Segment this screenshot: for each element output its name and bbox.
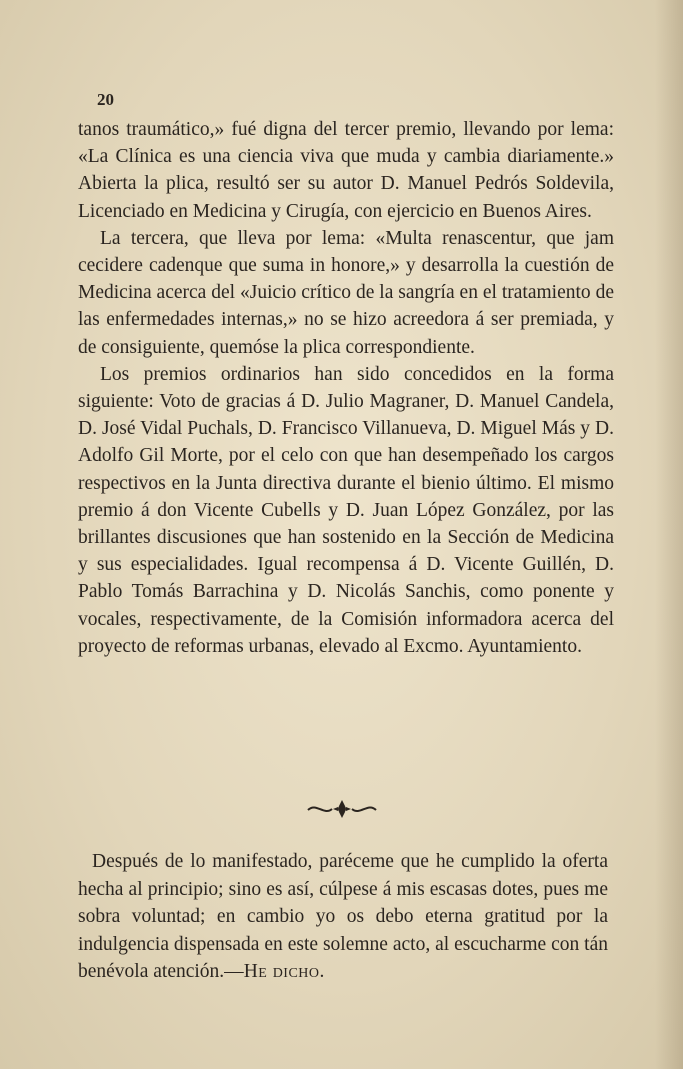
page-number: 20 [97,90,114,109]
closing-text: Después de lo manifestado, paréceme que he cumplido la oferta hecha al principio; sino es así, cúlpese á mis escasas dotes, pues me sobra voluntad; en cambio yo os debo eterna gratitud por la indulgencia dispensada en este solemne acto, al escucharme con tán benévola atención.— [78,851,608,982]
page-edge-shadow [655,0,683,1069]
closing-paragraph [78,848,608,986]
paragraph-ordinary-prizes: Los premios ordinarios han sido concedidos en la forma siguiente: Voto de gracias á D. Julio Magraner, D. Manuel Candela, D. José Vidal Puchals, D. Francisco Villanueva, D. Miguel Más y D. Adolfo Gil Morte, por el celo con que han desempeñado los cargos respectivos en la Junta directiva durante el bienio último. El mismo premio á don Vicente Cubells y D. Juan López González, por las brillantes discusiones que han sostenido en la Sección de Medicina y sus especialidades. Igual recompensa á D. Vicente Guillén, D. Pablo Tomás Barrachina y D. Nicolás Sanchis, como ponente y vocales, respectivamente, de la Comisión informadora acerca del proyecto de reformas urbanas, elevado al Excmo. Ayuntamiento. [78,363,614,657]
paragraph-third-memoir: La tercera, que lleva por lema: «Multa renascentur, que jam cecidere cadenque que suma in honore,» y desarrolla la cuestión de Medicina acerca del «Juicio crítico de la sangría en el tratamiento de las enfermedades internas,» no se hizo acreedora á ser premiada, y de consiguiente, quemóse la plica correspondiente. [78,227,614,358]
fleuron-ornament-icon [306,798,378,820]
body-text [78,116,614,660]
paragraph-continuation: tanos traumático,» fué digna del tercer premio, llevando por lema: «La Clínica es una ciencia viva que muda y cambia diariamente.» Abierta la plica, resultó ser su autor D. Manuel Pedrós Soldevila, Licenciado en Medicina y Cirugía, con ejercicio en Buenos Aires. [78,119,614,222]
signoff: He dicho. [243,961,325,982]
